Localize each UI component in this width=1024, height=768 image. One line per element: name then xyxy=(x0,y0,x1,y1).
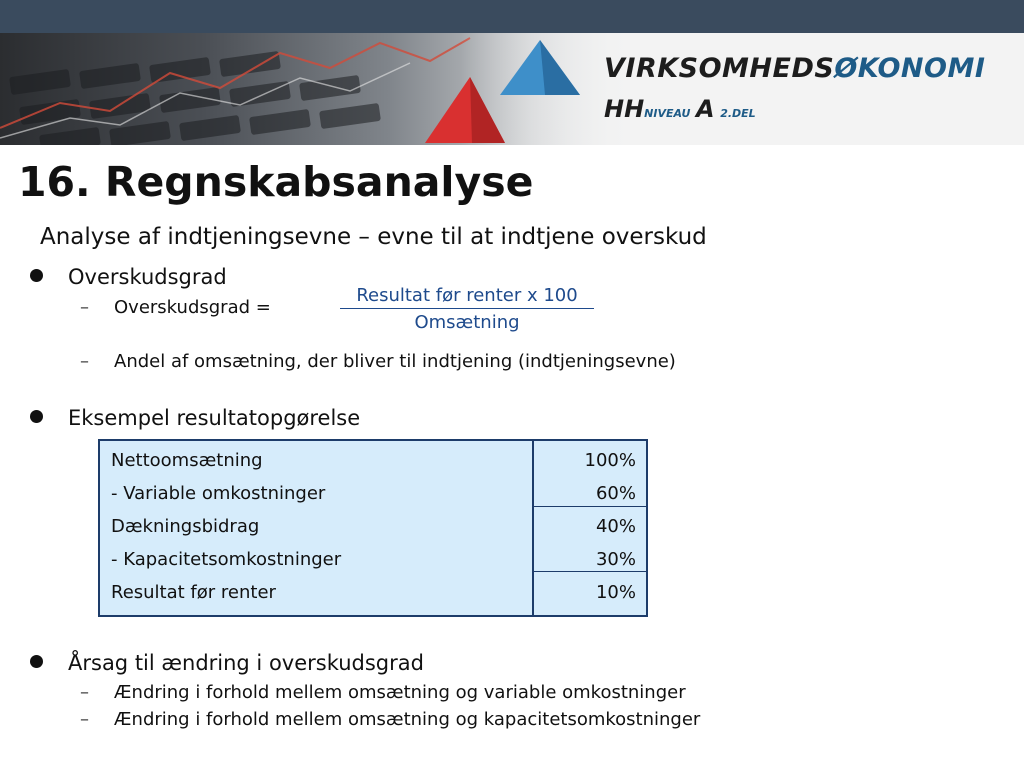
brand-main: VIRKSOMHEDS xyxy=(604,53,835,84)
row-label: - Variable omkostninger xyxy=(111,483,326,504)
row-value: 60% xyxy=(595,483,636,504)
slide-title: 16. Regnskabsanalyse xyxy=(18,158,534,206)
sub-item-label: Overskudsgrad = xyxy=(114,297,271,318)
bullet-eksempel xyxy=(30,406,360,430)
row-label: Resultat før renter xyxy=(111,582,276,603)
formula-denominator: Omsætning xyxy=(414,312,520,333)
header-banner xyxy=(0,33,1024,145)
brand-title xyxy=(604,53,985,84)
table-row xyxy=(100,444,646,477)
brand-niveau: NIVEAU xyxy=(644,107,691,120)
sub-item-kapacitet xyxy=(80,709,700,730)
bullet-dot xyxy=(30,655,43,668)
subtotal-rule xyxy=(532,571,646,572)
brand-accent: ØKONOMI xyxy=(834,53,986,84)
table-row xyxy=(100,510,646,543)
sub-item-label: Ændring i forhold mellem omsætning og variable omkostninger xyxy=(114,682,686,703)
banner-graphic xyxy=(0,33,1024,145)
table-row xyxy=(100,576,646,609)
formula-numerator: Resultat før renter x 100 xyxy=(340,285,594,309)
row-value: 40% xyxy=(595,516,636,537)
sub-item-label: Ændring i forhold mellem omsætning og kapacitetsomkostninger xyxy=(114,709,701,730)
sub-item-formula xyxy=(80,297,271,318)
dash: – xyxy=(80,351,89,372)
row-label: Nettoomsætning xyxy=(111,450,263,471)
row-label: Dækningsbidrag xyxy=(111,516,260,537)
brand-subtitle xyxy=(604,95,756,123)
dash: – xyxy=(80,682,89,703)
formula xyxy=(340,285,594,333)
sub-item-label: Andel af omsætning, der bliver til indtjening (indtjeningsevne) xyxy=(114,351,676,372)
slide-subtitle: Analyse af indtjeningsevne – evne til at indtjene overskud xyxy=(40,224,707,250)
brand-del: 2.DEL xyxy=(720,107,756,120)
bullet-dot xyxy=(30,269,43,282)
row-value: 30% xyxy=(595,549,636,570)
result-table xyxy=(98,439,648,617)
row-value: 100% xyxy=(584,450,636,471)
bullet-label: Overskudsgrad xyxy=(68,265,227,289)
bullet-label: Eksempel resultatopgørelse xyxy=(68,406,361,430)
row-label: - Kapacitetsomkostninger xyxy=(111,549,342,570)
bullet-dot xyxy=(30,410,43,423)
row-value: 10% xyxy=(595,582,636,603)
sub-item-andel xyxy=(80,351,676,372)
sub-item-variable xyxy=(80,682,686,703)
bullet-aarsag xyxy=(30,651,424,675)
bullet-label: Årsag til ændring i overskudsgrad xyxy=(68,651,424,675)
bullet-overskudsgrad xyxy=(30,265,227,289)
brand-hh: HH xyxy=(604,95,645,123)
top-bar xyxy=(0,0,1024,33)
dash: – xyxy=(80,297,89,318)
brand-a: A xyxy=(696,95,715,123)
subtotal-rule xyxy=(532,506,646,507)
dash: – xyxy=(80,709,89,730)
